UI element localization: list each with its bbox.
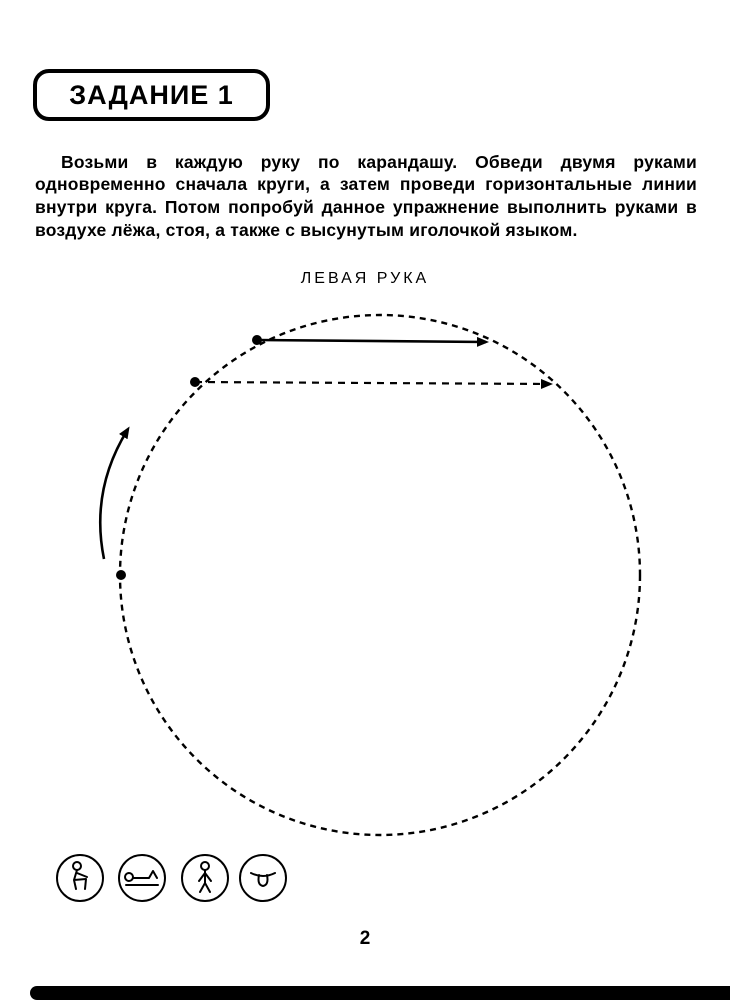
page-edge-bar (30, 986, 730, 1000)
standing-figure-icon (182, 855, 228, 901)
solid-horizontal-arrow (252, 335, 486, 345)
task-heading-label: ЗАДАНИЕ 1 (69, 79, 234, 110)
squatting-figure-icon (57, 855, 103, 901)
instructions-paragraph: Возьми в каждую руку по карандашу. Обведи двумя руками одновременно сначала круги, а затем проведи горизонтальные линии внутри круга. Потом попробуй данное упражнение выполнить руками в воздухе лёжа, стоя, а также с высунутым иголочкой языком. (35, 151, 697, 241)
dashed-circle (120, 315, 640, 835)
task-heading-box (33, 69, 270, 121)
left-hand-circle-diagram (0, 295, 730, 855)
tongue-out-icon (240, 855, 286, 901)
dashed-horizontal-arrow (190, 377, 550, 387)
counter-clockwise-rotation-arrow (100, 429, 128, 580)
rotation-start-dot (116, 570, 126, 580)
lying-figure-icon (119, 855, 165, 901)
page-number: 2 (359, 928, 371, 949)
exercise-icons-row (40, 847, 300, 909)
diagram-caption: ЛЕВАЯ РУКА (300, 270, 430, 287)
